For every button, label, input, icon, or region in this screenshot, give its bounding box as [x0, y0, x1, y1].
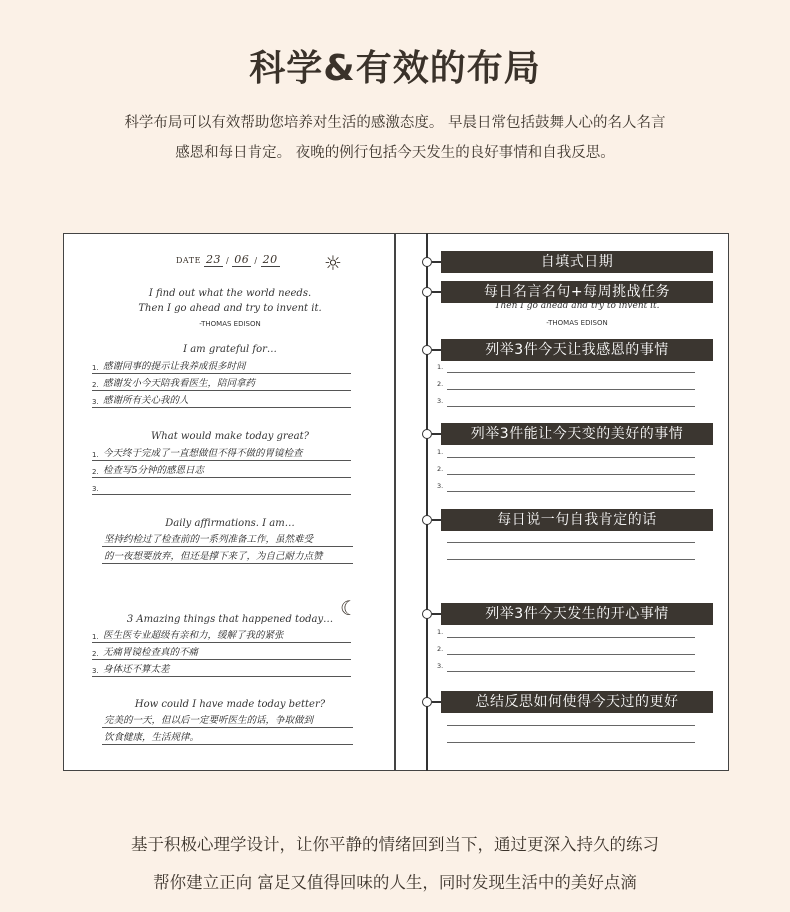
handwritten-entry: 感谢所有关心我的人: [103, 395, 189, 406]
grateful-line: [92, 358, 351, 374]
line-number: 1.: [92, 633, 99, 641]
timeline-connector: [432, 291, 441, 293]
blank-line: [437, 463, 695, 475]
timeline-dot: [422, 609, 432, 619]
line-number: 1.: [92, 451, 99, 459]
timeline-dot: [422, 429, 432, 439]
intro-text: [0, 108, 790, 168]
footer-text: [0, 826, 790, 902]
timeline-spine: [426, 233, 428, 771]
quote: [64, 286, 396, 316]
handwritten-entry: 检查写5分钟的感恩日志: [103, 465, 205, 476]
date-day: 23: [205, 253, 221, 266]
great-line: [92, 479, 351, 495]
timeline-connector: [432, 433, 441, 435]
great-line: [92, 462, 351, 478]
blank-line: [447, 731, 695, 743]
timeline-connector: [432, 261, 441, 263]
line-number: 2.: [437, 380, 444, 388]
line-number: 2.: [92, 650, 99, 658]
section-title-great: What would make today great?: [151, 431, 309, 442]
amazing-line: [92, 627, 351, 643]
timeline-dot: [422, 697, 432, 707]
intro-line-1: 科学布局可以有效帮助您培养对生活的感激态度。 早晨日常包括鼓舞人心的名人名言: [124, 115, 666, 131]
line-number: 2.: [437, 465, 444, 473]
timeline-dot: [422, 257, 432, 267]
handwritten-entry: 医生医专业超级有亲和力，缓解了我的紧张: [103, 630, 284, 641]
grateful-line: [92, 392, 351, 408]
quote-line-2: Then I go ahead and try to invent it.: [138, 303, 322, 314]
line-number: 3.: [92, 485, 99, 493]
quote-author: -THOMAS EDISON: [546, 319, 608, 327]
handwritten-entry: 身体还不算太差: [103, 664, 170, 675]
page-title: 科学&有效的布局: [249, 48, 541, 89]
section-title-amazing: 3 Amazing things that happened today…: [126, 614, 334, 625]
timeline-connector: [432, 349, 441, 351]
blank-line: [437, 626, 695, 638]
grateful-line: [92, 375, 351, 391]
quote-author: -THOMAS EDISON: [199, 320, 261, 328]
blank-line: [437, 378, 695, 390]
line-number: 1.: [437, 448, 444, 456]
blank-line: [447, 548, 695, 560]
timeline-dot: [422, 345, 432, 355]
handwritten-entry: 坚持约检过了检查前的一系列准备工作，虽然难受: [104, 534, 314, 545]
blank-line: [437, 446, 695, 458]
line-number: 3.: [437, 482, 444, 490]
line-number: 3.: [92, 398, 99, 406]
annotation-amazing: 列举3件今天发生的开心事情: [441, 603, 713, 625]
line-number: 1.: [92, 364, 99, 372]
blank-line: [437, 480, 695, 492]
line-number: 3.: [437, 397, 444, 405]
line-number: 2.: [92, 381, 99, 389]
handwritten-entry: 的一夜想要放弃，但还是撑下来了，为自己耐力点赞: [104, 551, 323, 562]
date-separator: /: [254, 256, 258, 265]
date-separator: /: [226, 256, 230, 265]
amazing-line: [92, 661, 351, 677]
amazing-line: [92, 644, 351, 660]
handwritten-entry: 完美的一天，但以后一定要听医生的话，争取做到: [104, 715, 314, 726]
journal-left-page: [63, 233, 395, 771]
line-number: 3.: [92, 667, 99, 675]
timeline-connector: [432, 613, 441, 615]
blank-line: [437, 643, 695, 655]
moon-icon: ☾: [340, 596, 358, 620]
footer-line-1: 基于积极心理学设计，让你平静的情绪回到当下，通过更深入持久的练习: [131, 835, 659, 854]
timeline-connector: [432, 519, 441, 521]
section-title-affirmations: Daily affirmations. I am…: [165, 518, 295, 529]
blank-line: [437, 361, 695, 373]
date-row: [176, 253, 280, 266]
better-line: [102, 712, 353, 728]
blank-line: [437, 395, 695, 407]
quote-line-2: Then I go ahead and try to invent it.: [494, 302, 660, 311]
annotation-date: 自填式日期: [441, 251, 713, 273]
section-title-grateful: I am grateful for…: [183, 344, 277, 355]
annotation-quote: 每日名言名句+每周挑战任务: [441, 281, 713, 303]
timeline-dot: [422, 287, 432, 297]
date-month: 06: [234, 253, 250, 266]
annotation-affirmation: 每日说一句自我肯定的话: [441, 509, 713, 531]
handwritten-entry: 饮食健康，生活规律。: [104, 732, 200, 743]
section-title-better: How could I have made today better?: [134, 699, 326, 710]
quote-line-1: I find out what the world needs.: [148, 288, 312, 299]
timeline-dot: [422, 515, 432, 525]
handwritten-entry: 今天终于完成了一直想做但不得不做的胃镜检查: [103, 448, 303, 459]
blank-line: [447, 714, 695, 726]
line-number: 2.: [437, 645, 444, 653]
great-line: [92, 445, 351, 461]
line-number: 3.: [437, 662, 444, 670]
intro-line-2: 感恩和每日肯定。 夜晚的例行包括今天发生的良好事情和自我反思。: [175, 145, 615, 161]
affirmation-line: [102, 548, 353, 564]
annotation-great: 列举3件能让今天变的美好的事情: [441, 423, 713, 445]
affirmation-line: [102, 531, 353, 547]
footer-line-2: 帮你建立正向 富足又值得回味的人生，同时发现生活中的美好点滴: [153, 873, 637, 892]
blank-line: [447, 531, 695, 543]
annotation-better: 总结反思如何使得今天过的更好: [441, 691, 713, 713]
handwritten-entry: 感谢发小今天陪我看医生，陪同拿药: [103, 378, 256, 389]
timeline-connector: [432, 701, 441, 703]
handwritten-entry: 无痛胃镜检查真的不痛: [103, 647, 199, 658]
line-number: 1.: [437, 363, 444, 371]
date-year: 20: [262, 253, 278, 266]
handwritten-entry: 感谢同事的提示让我养成很多时间: [103, 361, 246, 372]
blank-line: [437, 660, 695, 672]
better-line: [102, 729, 353, 745]
date-label: DATE: [176, 256, 201, 265]
line-number: 2.: [92, 468, 99, 476]
sun-icon: ☼: [324, 251, 342, 275]
annotation-grateful: 列举3件今天让我感恩的事情: [441, 339, 713, 361]
line-number: 1.: [437, 628, 444, 636]
